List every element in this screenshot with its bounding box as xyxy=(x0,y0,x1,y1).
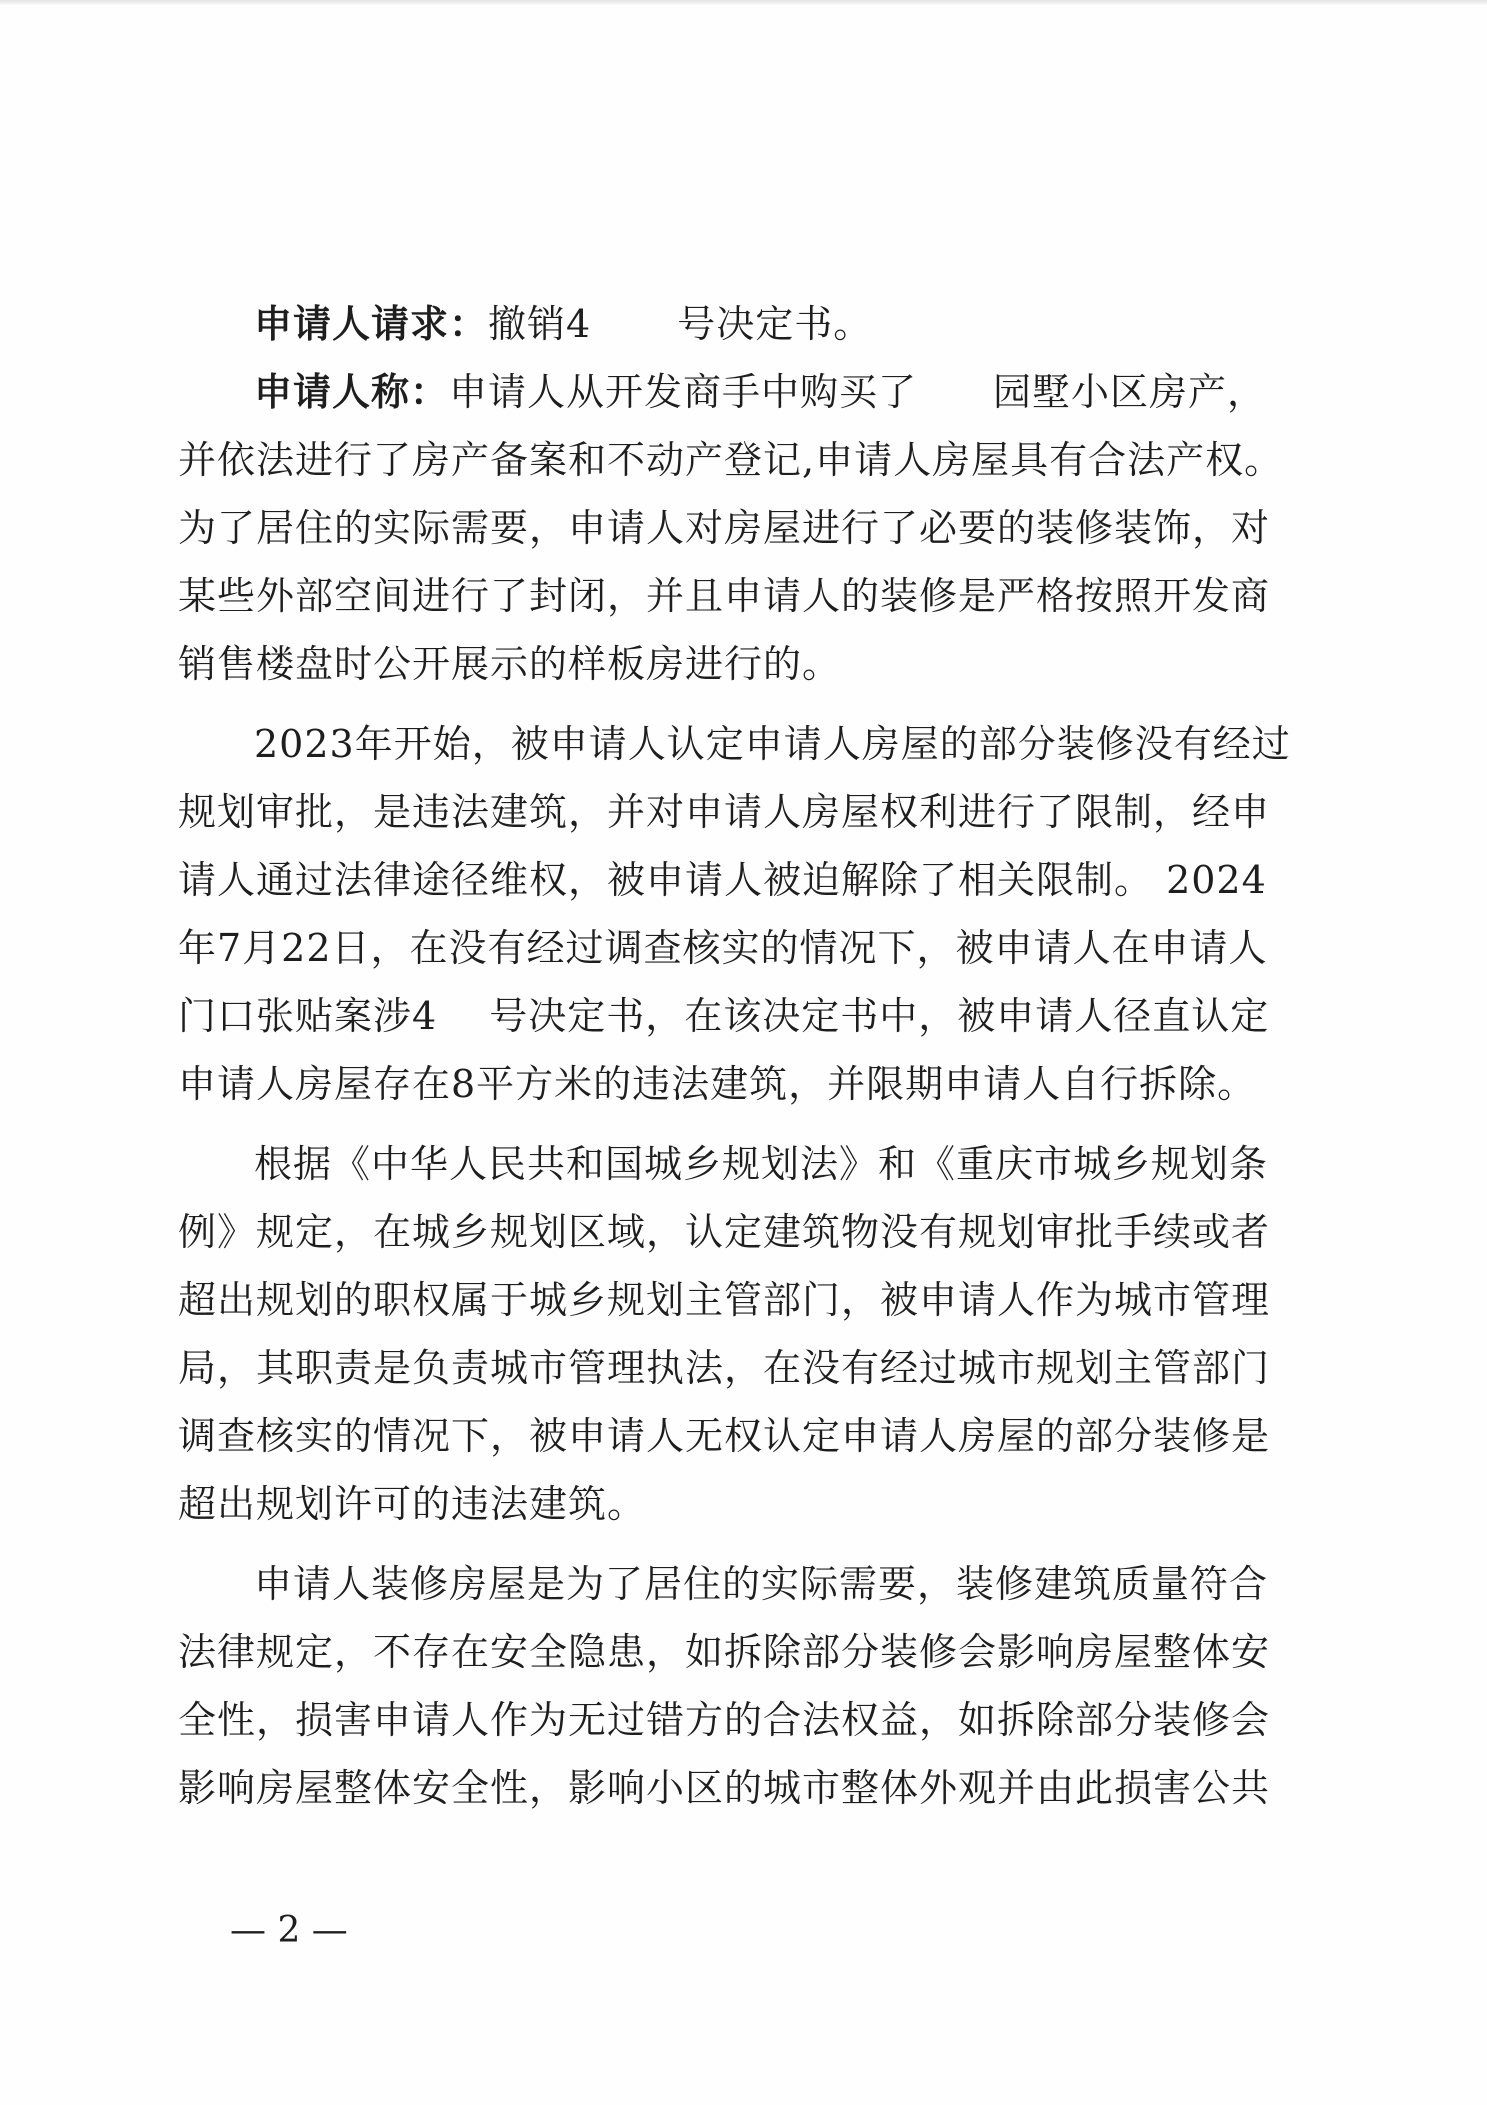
request-colon: ： xyxy=(449,302,489,346)
body-line-14: 例》规定，在城乡规划区域，认定建筑物没有规划审批手续或者 xyxy=(178,1210,1271,1254)
claim-line xyxy=(254,360,1294,424)
page-number: — 2 — xyxy=(230,1910,348,1951)
claim-text-a: 申请人从开发商手中购买了 xyxy=(449,370,918,414)
body-line-17: 调查核实的情况下，被申请人无权认定申请人房屋的部分装修是 xyxy=(178,1414,1271,1458)
body-line-6: 销售楼盘时公开展示的样板房进行的。 xyxy=(178,642,842,686)
body-line-11-b: 号决定书，在该决定书中，被申请人径直认定 xyxy=(489,994,1270,1038)
body-line-11 xyxy=(178,984,1298,1048)
request-label: 申请人请求 xyxy=(254,302,450,346)
body-line-21: 全性，损害申请人作为无过错方的合法权益，如拆除部分装修会 xyxy=(178,1698,1271,1742)
scan-edge xyxy=(0,0,1487,6)
body-line-15: 超出规划的职权属于城乡规划主管部门，被申请人作为城市管理 xyxy=(178,1278,1271,1322)
body-line-5: 某些外部空间进行了封闭，并且申请人的装修是严格按照开发商 xyxy=(178,574,1271,618)
request-text-a: 撤销4 xyxy=(488,302,592,346)
body-line-4: 为了居住的实际需要，申请人对房屋进行了必要的装修装饰，对 xyxy=(178,506,1271,550)
body-line-10: 年7月22日，在没有经过调查核实的情况下，被申请人在申请人 xyxy=(178,926,1268,970)
body-line-18: 超出规划许可的违法建筑。 xyxy=(178,1482,647,1526)
body-line-8: 规划审批，是违法建筑，并对申请人房屋权利进行了限制，经申 xyxy=(178,790,1271,834)
request-line xyxy=(254,292,1294,356)
body-line-19: 申请人装修房屋是为了居住的实际需要，装修建筑质量符合 xyxy=(254,1562,1269,1606)
claim-text-b: 园墅小区房产， xyxy=(993,370,1267,414)
body-line-9: 请人通过法律途径维权，被申请人被迫解除了相关限制。 2024 xyxy=(178,858,1267,902)
body-line-16: 局，其职责是负责城市管理执法，在没有经过城市规划主管部门 xyxy=(178,1346,1271,1390)
body-line-12: 申请人房屋存在8平方米的违法建筑，并限期申请人自行拆除。 xyxy=(178,1062,1257,1106)
body-line-22: 影响房屋整体安全性，影响小区的城市整体外观并由此损害公共 xyxy=(178,1766,1271,1810)
claim-colon: ： xyxy=(410,370,450,414)
claim-label: 申请人称 xyxy=(254,370,411,414)
body-line-7: 2023年开始，被申请人认定申请人房屋的部分装修没有经过 xyxy=(254,722,1291,766)
request-text-b: 号决定书。 xyxy=(677,302,873,346)
body-line-13: 根据《中华人民共和国城乡规划法》和《重庆市城乡规划条 xyxy=(254,1142,1269,1186)
body-line-20: 法律规定，不存在安全隐患，如拆除部分装修会影响房屋整体安 xyxy=(178,1630,1271,1674)
body-line-11-a: 门口张贴案涉4 xyxy=(178,994,438,1038)
body-line-3: 并依法进行了房产备案和不动产登记,申请人房屋具有合法产权。 xyxy=(178,438,1284,482)
